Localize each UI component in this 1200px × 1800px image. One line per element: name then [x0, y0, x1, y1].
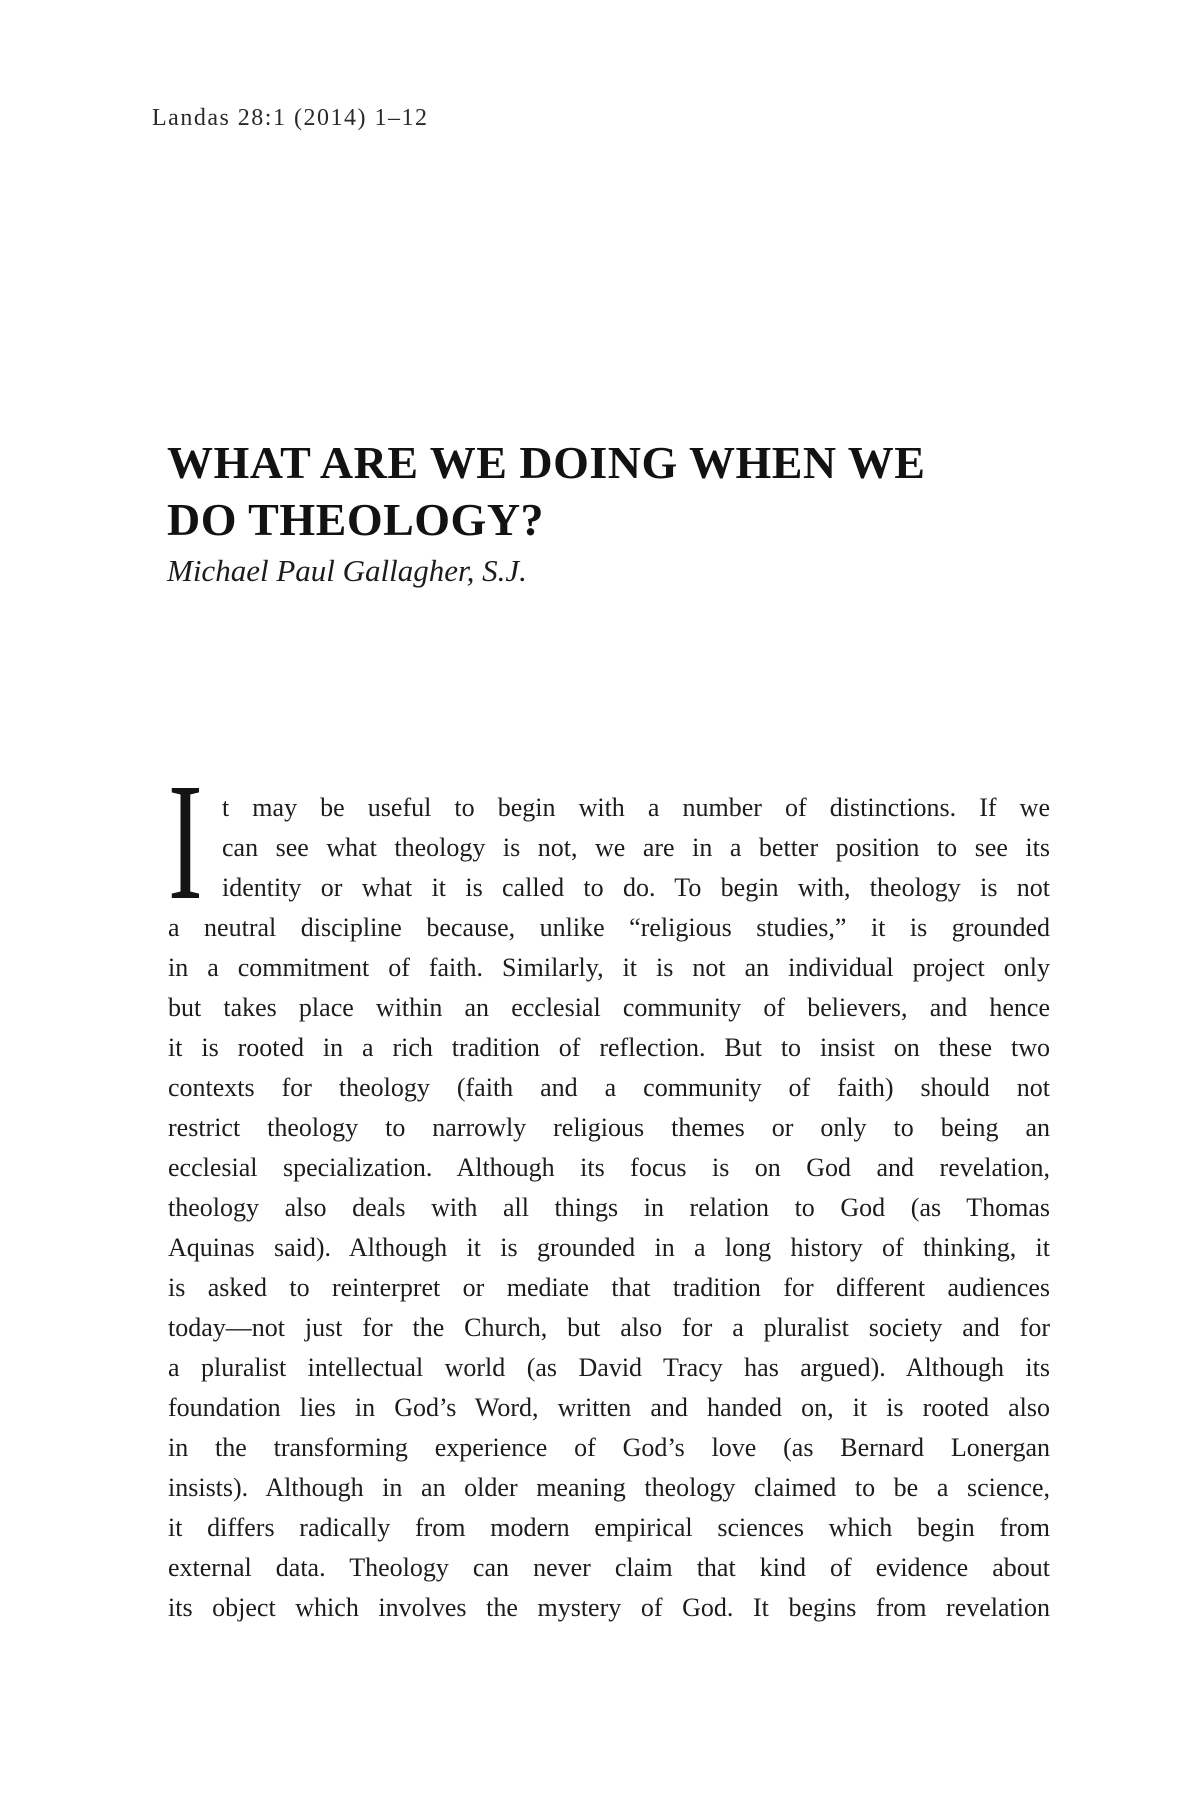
- body-line: is asked to reinterpret or mediate that tradition for different audiences: [168, 1273, 1050, 1302]
- body-line: theology also deals with all things in relation to God (as Thomas: [168, 1193, 1050, 1222]
- body-line: in the transforming experience of God’s love (as Bernard Lonergan: [168, 1433, 1050, 1462]
- body-line: it differs radically from modern empirical sciences which begin from: [168, 1513, 1050, 1542]
- article-title: [167, 434, 1067, 548]
- article-title-line-2: DO THEOLOGY?: [167, 494, 545, 545]
- article-author: Michael Paul Gallagher, S.J.: [167, 553, 527, 588]
- body-line: can see what theology is not, we are in a better position to see its: [222, 833, 1050, 862]
- body-line: identity or what it is called to do. To begin with, theology is not: [222, 873, 1050, 902]
- body-line: ecclesial specialization. Although its focus is on God and revelation,: [168, 1153, 1050, 1182]
- journal-citation-header: Landas 28:1 (2014) 1–12: [152, 105, 429, 131]
- body-line: external data. Theology can never claim that kind of evidence about: [168, 1553, 1050, 1582]
- article-body-paragraph: [168, 749, 1050, 1628]
- body-line: its object which involves the mystery of God. It begins from revelation: [168, 1593, 1050, 1622]
- body-line: foundation lies in God’s Word, written and handed on, it is rooted also: [168, 1393, 1050, 1422]
- body-line: today—not just for the Church, but also for a pluralist society and for: [168, 1313, 1050, 1342]
- body-line: Aquinas said). Although it is grounded in a long history of thinking, it: [168, 1233, 1050, 1262]
- body-line: in a commitment of faith. Similarly, it is not an individual project only: [168, 953, 1050, 982]
- body-line: t may be useful to begin with a number of distinctions. If we: [222, 793, 1050, 822]
- body-line: a neutral discipline because, unlike “religious studies,” it is grounded: [168, 913, 1050, 942]
- body-line: it is rooted in a rich tradition of reflection. But to insist on these two: [168, 1033, 1050, 1062]
- body-line: contexts for theology (faith and a community of faith) should not: [168, 1073, 1050, 1102]
- body-line: restrict theology to narrowly religious themes or only to being an: [168, 1113, 1050, 1142]
- article-title-line-1: WHAT ARE WE DOING WHEN WE: [167, 437, 926, 488]
- drop-cap-letter: I: [168, 749, 203, 935]
- body-line: insists). Although in an older meaning theology claimed to be a science,: [168, 1473, 1050, 1502]
- body-line: but takes place within an ecclesial community of believers, and hence: [168, 993, 1050, 1022]
- drop-cap: [168, 749, 208, 935]
- body-line: a pluralist intellectual world (as David Tracy has argued). Although its: [168, 1353, 1050, 1382]
